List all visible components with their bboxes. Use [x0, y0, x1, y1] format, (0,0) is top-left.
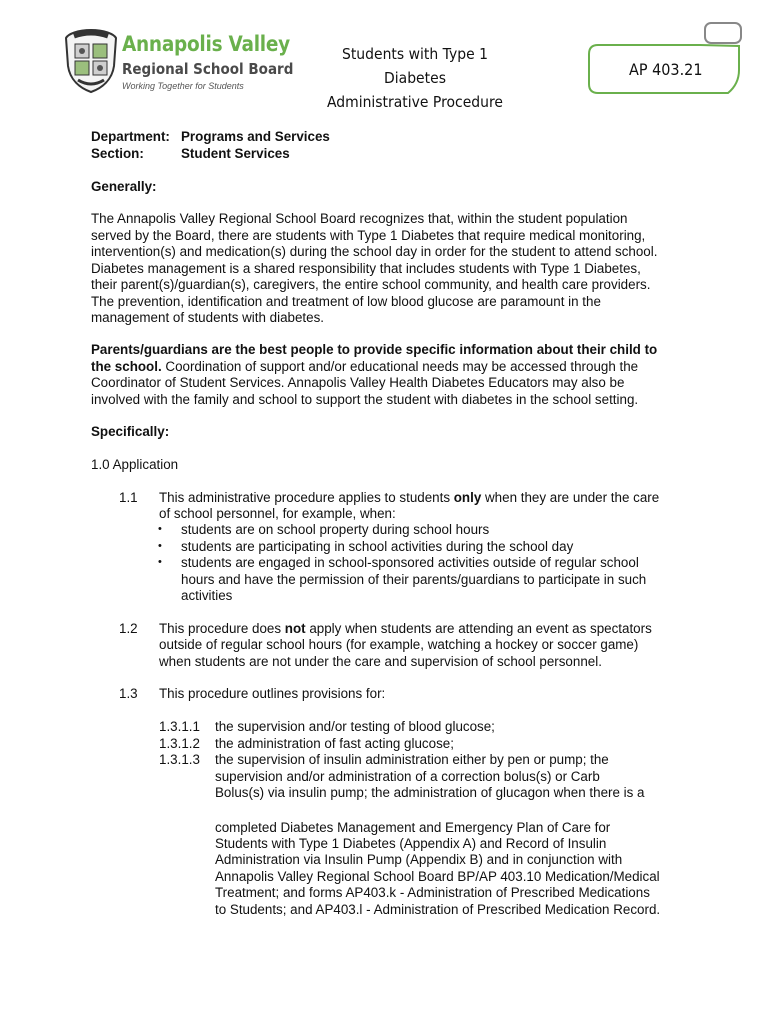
- paragraph-line: involved with the family and school to support the student with diabetes in the school setting.: [91, 391, 639, 407]
- subitem-number: 1.3.1.2: [159, 736, 200, 751]
- subitem-text: the supervision and/or testing of blood glucose;: [215, 719, 495, 734]
- bullet-icon: •: [158, 540, 162, 552]
- continuation-line: Annapolis Valley Regional School Board BP/AP 403.10 Medication/Medical: [215, 869, 660, 884]
- subitem-text: the administration of fast acting glucose;: [215, 736, 454, 751]
- paragraph-line: Diabetes management is a shared responsibility that includes students with Type 1 Diabetes,: [91, 260, 641, 276]
- department-value: Programs and Services: [181, 129, 330, 144]
- generally-paragraph2: [91, 342, 691, 408]
- bullet-text: activities: [181, 588, 233, 603]
- generally-paragraph1: [91, 211, 691, 327]
- bullet-text: students are on school property during school hours: [181, 522, 490, 537]
- department-label: Department:: [91, 129, 170, 144]
- subitem-text: Bolus(s) via insulin pump; the administration of glucagon when there is a: [215, 785, 645, 800]
- item-number: 1.2: [119, 621, 138, 636]
- bold-lead: the school.: [91, 358, 162, 374]
- item-1-3-intro: This procedure outlines provisions for:: [159, 686, 386, 701]
- bullet-text: students are engaged in school-sponsored activities outside of regular school: [181, 555, 639, 570]
- continuation-line: Administration via Insulin Pump (Appendix B) and in conjunction with: [215, 852, 623, 867]
- continuation-line: Treatment; and forms AP403.k - Administration of Prescribed Medications: [215, 885, 650, 900]
- bullet-icon: •: [158, 523, 162, 535]
- paragraph-line: served by the Board, there are students with Type 1 Diabetes that require medical monitoring,: [91, 227, 646, 243]
- paragraph-line: [91, 359, 691, 376]
- section-label: Section:: [91, 146, 144, 161]
- bullet-text: students are participating in school activities during the school day: [181, 539, 574, 554]
- continuation-line: Students with Type 1 Diabetes (Appendix A) and Record of Insulin: [215, 836, 607, 851]
- document-title-line2: Administrative Procedure: [326, 93, 504, 111]
- paragraph-line: Coordinator of Student Services. Annapolis Valley Health Diabetes Educators may also be: [91, 375, 625, 390]
- continuation-line: to Students; and AP403.l - Administration of Prescribed Medication Record.: [215, 902, 661, 917]
- bullet-text: hours and have the permission of their parents/guardians to participate in such: [181, 572, 647, 587]
- paragraph-line-rest: Coordination of support and/or educational needs may be accessed through the: [161, 358, 639, 374]
- item-1-2-line1: This procedure does not apply when students are attending an event as spectators: [159, 621, 652, 636]
- paragraph-line: The Annapolis Valley Regional School Board recognizes that, within the student population: [91, 211, 628, 226]
- subitem-number: 1.3.1.1: [159, 719, 200, 734]
- school-crest-icon: [64, 28, 118, 94]
- application-heading: 1.0 Application: [91, 457, 179, 472]
- logo-subname: Regional School Board: [122, 60, 294, 78]
- paragraph-line: their parent(s)/guardian(s), caregivers, the entire school community, and health care providers.: [91, 277, 651, 292]
- subitem-number: 1.3.1.3: [159, 752, 200, 767]
- paragraph-line: management of students with diabetes.: [91, 310, 324, 325]
- logo-name: Annapolis Valley: [122, 32, 290, 56]
- generally-heading: Generally:: [91, 179, 157, 194]
- item-1-1-line2: of school personnel, for example, when:: [159, 506, 396, 521]
- continuation-line: completed Diabetes Management and Emergency Plan of Care for: [215, 820, 611, 835]
- section-value: Student Services: [181, 146, 290, 161]
- subitem-text: the supervision of insulin administration either by pen or pump; the: [215, 752, 609, 767]
- paragraph-line-bold: Parents/guardians are the best people to provide specific information about their child to: [91, 342, 658, 357]
- item-1-1-line1: This administrative procedure applies to students only when they are under the care: [159, 490, 660, 505]
- item-1-2-line3: when students are not under the care and supervision of school personnel.: [159, 654, 602, 669]
- bullet-icon: •: [158, 556, 162, 568]
- tab-corner-icon: [704, 22, 742, 46]
- paragraph-line: intervention(s) and medication(s) during the school day in order for the student to attend school.: [91, 244, 658, 259]
- item-number: 1.1: [119, 490, 138, 505]
- board-logo: [64, 28, 294, 98]
- ap-number: AP 403.21: [629, 60, 703, 79]
- subitem-text: supervision and/or administration of a correction bolus(s) or Carb: [215, 769, 600, 784]
- logo-tagline: Working Together for Students: [122, 81, 244, 91]
- paragraph-line: The prevention, identification and treatment of low blood glucose are paramount in the: [91, 293, 601, 309]
- document-title-line1: Students with Type 1 Diabetes: [341, 45, 488, 87]
- document-title: [312, 42, 519, 114]
- item-1-2-line2: outside of regular school hours (for example, watching a hockey or soccer game): [159, 637, 639, 652]
- specifically-heading: Specifically:: [91, 424, 170, 439]
- item-number: 1.3: [119, 686, 138, 701]
